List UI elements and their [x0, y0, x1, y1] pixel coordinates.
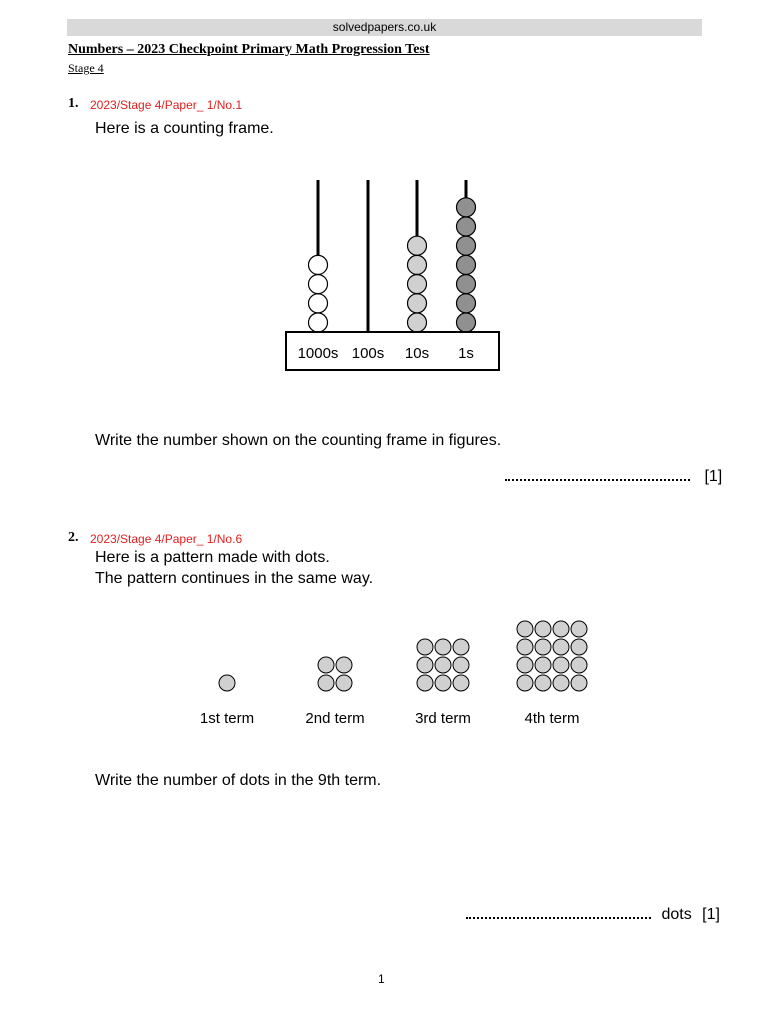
pattern-dot — [535, 639, 551, 655]
term-label: 1st term — [199, 710, 255, 727]
pattern-dot — [571, 675, 587, 691]
question-2-number: 2. — [68, 530, 79, 545]
pattern-dot — [435, 675, 451, 691]
site-name: solvedpapers.co.uk — [332, 20, 437, 34]
bead-10s — [408, 255, 427, 274]
pattern-dot — [535, 675, 551, 691]
bead-1s — [457, 217, 476, 236]
pattern-dot — [571, 639, 587, 655]
question-1-answer-area — [505, 468, 722, 486]
pattern-dot — [553, 657, 569, 673]
pattern-dot — [336, 675, 352, 691]
pattern-dot — [553, 675, 569, 691]
frame-column-label: 100s — [351, 345, 385, 362]
bead-10s — [408, 236, 427, 255]
page-number: 1 — [378, 972, 385, 986]
pattern-dot — [417, 675, 433, 691]
pattern-dot — [318, 675, 334, 691]
pattern-dot — [571, 621, 587, 637]
question-1-reference: 2023/Stage 4/Paper_ 1/No.1 — [90, 98, 243, 112]
pattern-dot — [535, 621, 551, 637]
bead-1s — [457, 275, 476, 294]
question-2-reference: 2023/Stage 4/Paper_ 1/No.6 — [90, 532, 243, 546]
question-2-instruction: Write the number of dots in the 9th term. — [95, 772, 382, 789]
pattern-dot — [453, 657, 469, 673]
pattern-dot — [318, 657, 334, 673]
pattern-dot — [517, 639, 533, 655]
bead-1000s — [309, 294, 328, 313]
dot-pattern-figure — [190, 612, 610, 732]
bead-1000s — [309, 255, 328, 274]
answer-line — [466, 917, 651, 919]
pattern-dot — [553, 621, 569, 637]
pattern-dot — [219, 675, 235, 691]
term-label: 4th term — [524, 710, 580, 727]
bead-1s — [457, 294, 476, 313]
pattern-dot — [517, 657, 533, 673]
question-1-instruction: Write the number shown on the counting frame in figures. — [95, 432, 502, 449]
pattern-dot — [517, 675, 533, 691]
bead-1000s — [309, 313, 328, 332]
page-title: Numbers – 2023 Checkpoint Primary Math Progression Test — [68, 42, 430, 57]
stage-label: Stage 4 — [68, 61, 104, 75]
pattern-dot — [435, 657, 451, 673]
bead-10s — [408, 294, 427, 313]
bead-1s — [457, 255, 476, 274]
pattern-dot — [336, 657, 352, 673]
frame-column-label: 1s — [458, 345, 474, 362]
frame-column-label: 10s — [404, 345, 430, 362]
bead-10s — [408, 313, 427, 332]
question-2-intro-line2: The pattern continues in the same way. — [95, 570, 374, 587]
pattern-dot — [535, 657, 551, 673]
frame-column-label: 1000s — [297, 345, 339, 362]
site-header-bar — [67, 19, 702, 36]
pattern-dot — [571, 657, 587, 673]
counting-frame-figure — [280, 170, 510, 380]
question-1-number: 1. — [68, 96, 79, 111]
bead-1000s — [309, 275, 328, 294]
question-1-intro: Here is a counting frame. — [95, 120, 274, 137]
pattern-dot — [435, 639, 451, 655]
question-2-marks: [1] — [702, 906, 720, 923]
pattern-dot — [553, 639, 569, 655]
bead-1s — [457, 313, 476, 332]
question-2-answer-area — [466, 906, 720, 924]
pattern-dot — [417, 657, 433, 673]
answer-line — [505, 479, 690, 481]
term-label: 3rd term — [415, 710, 471, 727]
pattern-dot — [417, 639, 433, 655]
bead-10s — [408, 275, 427, 294]
term-label: 2nd term — [305, 710, 365, 727]
pattern-dot — [453, 675, 469, 691]
question-1-marks: [1] — [704, 468, 723, 485]
pattern-dot — [453, 639, 469, 655]
question-2-unit: dots — [661, 906, 692, 923]
bead-1s — [457, 198, 476, 217]
question-2-intro-line1: Here is a pattern made with dots. — [95, 549, 330, 566]
pattern-dot — [517, 621, 533, 637]
bead-1s — [457, 236, 476, 255]
